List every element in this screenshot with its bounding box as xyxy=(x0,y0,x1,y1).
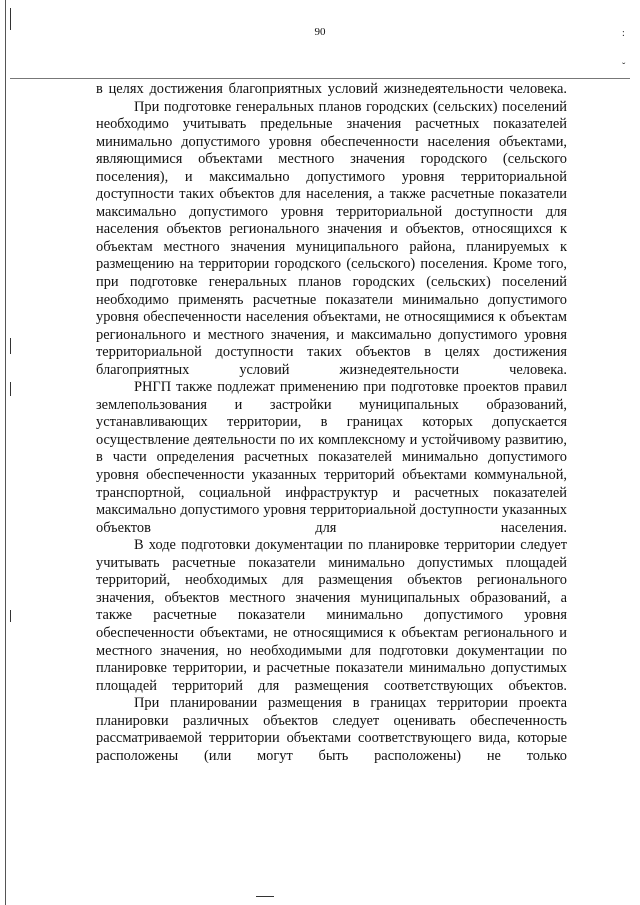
paragraph: РНГП также подлежат применению при подготовке проектов правил землепользования и застройки муниципальных образований, устанавливающих территории, в границах которых допускается осуществление деятельности по их комплексному и устойчивому развитию, в части определения расчетных показателей минимально допустимого уровня обеспеченности указанных территорий объектами коммунальной, транспортной, социальной инфраструктур и расчетных показателей максимально допустимого уровня территориальной доступности указанных объектов для населения. xyxy=(96,379,567,536)
paragraph: в целях достижения благоприятных условий жизнедеятельности человека. xyxy=(96,81,567,97)
header-rule xyxy=(10,78,630,79)
scan-right-mark: : xyxy=(622,28,625,39)
paragraph: В ходе подготовки документации по планировке территории следует учитывать расчетные показатели минимально допустимых площадей территорий, необходимых для размещения объектов регионального значения, объектов местного значения муниципальных образований, а также расчетные показатели минимально допустимого уровня обеспеченности объектами, не относящимися к объектам регионального и местного значения, но необходимыми для подготовки документации по планировке территории, и расчетные показатели минимально допустимых площадей территорий для размещения соответствующих объектов. xyxy=(96,537,567,694)
scan-left-edge xyxy=(5,0,6,905)
scan-margin-mark xyxy=(10,338,11,354)
scan-bottom-mark xyxy=(256,896,274,897)
paragraph: При подготовке генеральных планов городских (сельских) поселений необходимо учитывать предельные значения расчетных показателей минимально допустимого уровня обеспеченности населения объектами, являющимися объектами местного значения городского (сельского поселения), и максимально допустимого уровня территориальной доступности таких объектов для населения, а также расчетные показатели максимально допустимого уровня территориальной доступности для населения объектов регионального значения и объектов, относящихся к объектам местного значения муниципального района, планируемых к размещению на территории городского (сельского) поселения. Кроме того, при подготовке генеральных планов городских (сельских) поселений необходимо применять расчетные показатели минимально допустимого уровня обеспеченности населения объектами, не относящимися к объектам регионального и местного значения, и максимально допустимого уровня территориальной доступности таких объектов в целях достижения благоприятных условий жизнедеятельности человека. xyxy=(96,98,567,378)
scan-margin-mark xyxy=(10,382,11,396)
scan-margin-mark xyxy=(10,610,11,622)
scan-right-mark: ˇ xyxy=(622,62,626,73)
paragraph: При планировании размещения в границах территории проекта планировки различных объектов следует оценивать обеспеченность рассматриваемой территории объектами соответствующего вида, которые расположены (или могут быть расположены) не только xyxy=(96,695,567,764)
body-text xyxy=(96,81,567,765)
page-number: 90 xyxy=(314,26,326,38)
